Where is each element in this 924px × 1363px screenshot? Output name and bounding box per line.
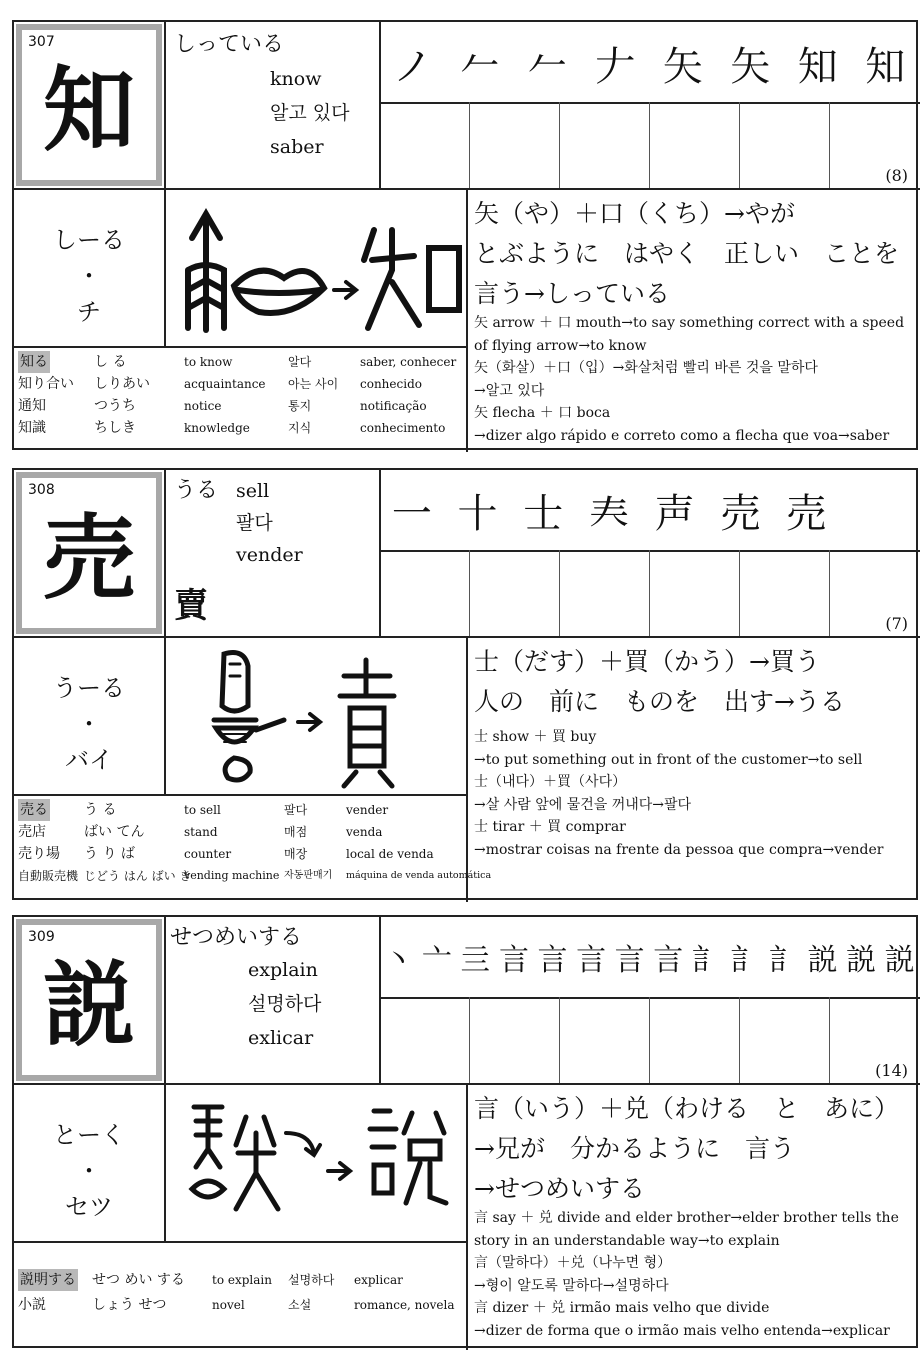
vocab-row: 売り場 う り ば counter 매장 local de venda bbox=[18, 846, 434, 862]
explanation-jp: 矢（や）＋口（くち）→やが とぶように はやく 正しい ことを 言う→しっている bbox=[474, 199, 900, 308]
kanji-box bbox=[16, 919, 162, 1081]
stroke-step: 知 bbox=[865, 44, 906, 90]
meaning-ko: 설명하다 bbox=[248, 993, 322, 1015]
explanation-multilingual: 言 say ＋ 兑 divide and elder brother→elder brother tells the story in an understandable way→to explain 言（말하다）＋兑（나누면 형） →형이 알도록 말하다→설명하다 言 dizer ＋ 兑 irmão mais velho que divide →dizer de forma que o irmão mais velho entenda→explicar bbox=[474, 1210, 899, 1339]
stroke-step: 説 bbox=[807, 943, 838, 978]
vocab-list bbox=[16, 1269, 462, 1319]
stroke-order bbox=[379, 484, 839, 544]
stroke-order bbox=[379, 37, 919, 97]
meaning-pt: saber bbox=[270, 136, 324, 158]
stroke-step: 亠 bbox=[421, 943, 452, 978]
vocab-row: 知識 ちしき knowledge 지식 conhecimento bbox=[18, 420, 446, 436]
stroke-step: 𠂉 bbox=[527, 44, 568, 90]
meaning-pt: vender bbox=[236, 544, 303, 566]
kanji-card-308 bbox=[12, 468, 918, 900]
vocab-row: 知り合い しりあい acquaintance 아는 사이 conhecido bbox=[18, 376, 422, 392]
kanji-box bbox=[16, 472, 162, 634]
stroke-step: 𡗗 bbox=[588, 491, 629, 537]
kanji-character: 説 bbox=[42, 951, 135, 1059]
reading-kun: とーく bbox=[53, 1121, 125, 1149]
kanji-character: 知 bbox=[42, 56, 135, 164]
stroke-step: 𠂇 bbox=[595, 44, 636, 90]
meaning-pt: exlicar bbox=[248, 1027, 314, 1049]
vocab-list bbox=[16, 799, 492, 887]
explanation-jp: 言（いう）＋兑（わける と あに） →兄が 分かるように 言う →せつめいする bbox=[474, 1094, 900, 1203]
meaning-en: know bbox=[270, 68, 322, 90]
kanji-number: 309 bbox=[28, 929, 55, 945]
etymology-illustration bbox=[174, 200, 464, 340]
vocab-row: 通知 つうち notice 통지 notificação bbox=[18, 398, 427, 414]
vocab-list bbox=[16, 351, 462, 439]
vocab-row: 売店 ばい てん stand 매점 venda bbox=[18, 824, 383, 840]
reading-kun: うーる bbox=[53, 674, 125, 702]
kanji-number: 307 bbox=[28, 34, 55, 50]
stroke-step: ノ bbox=[392, 44, 433, 90]
vocab-row: 知る し る to know 알다 saber, conhecer bbox=[16, 351, 462, 373]
stroke-count: (7) bbox=[885, 614, 908, 633]
stroke-count: (8) bbox=[885, 166, 908, 185]
stroke-step: 𠂉 bbox=[460, 44, 501, 90]
kanji-card-309 bbox=[12, 915, 918, 1348]
meaning-en: sell bbox=[236, 480, 270, 502]
stroke-step: 訁 bbox=[730, 943, 761, 978]
stroke-step: 十 bbox=[457, 491, 498, 537]
reading-dot: ・ bbox=[77, 1157, 101, 1185]
stroke-step: 言 bbox=[537, 943, 568, 978]
reading-on: バイ bbox=[65, 746, 113, 774]
reading-on: チ bbox=[77, 298, 101, 326]
explanation-multilingual: 士 show ＋ 買 buy →to put something out in front of the customer→to sell 士（내다）＋買（사다） →살 사람 앞에 물건을 꺼내다→팔다 士 tirar ＋ 買 comprar →mostrar coisas na frente da pessoa que compra→vender bbox=[474, 729, 884, 858]
reading-dot: ・ bbox=[77, 710, 101, 738]
stroke-step: 売 bbox=[786, 491, 827, 537]
kanji-card-307 bbox=[12, 20, 918, 450]
stroke-step: 訁 bbox=[691, 943, 722, 978]
stroke-step: 言 bbox=[498, 943, 529, 978]
stroke-step: 訁 bbox=[768, 943, 799, 978]
vocab-row: 小説 しょう せつ novel 소설 romance, novela bbox=[18, 1297, 455, 1313]
stroke-step: 丶 bbox=[383, 943, 414, 978]
meaning-ko: 팔다 bbox=[236, 512, 273, 534]
reading-dot: ・ bbox=[77, 262, 101, 290]
kun-meaning: しっている bbox=[174, 32, 285, 57]
stroke-order bbox=[379, 931, 919, 991]
stroke-step: 説 bbox=[884, 943, 915, 978]
meaning-en: explain bbox=[248, 959, 318, 981]
stroke-step: 士 bbox=[523, 491, 564, 537]
meaning-ko: 알고 있다 bbox=[270, 102, 350, 124]
kanji-box bbox=[16, 24, 162, 186]
stroke-step: 言 bbox=[576, 943, 607, 978]
stroke-step: 説 bbox=[846, 943, 877, 978]
stroke-step: 言 bbox=[653, 943, 684, 978]
old-form-kanji: 賣 bbox=[174, 586, 208, 626]
stroke-step: 矢 bbox=[730, 44, 771, 90]
stroke-step: 売 bbox=[720, 491, 761, 537]
explanation-multilingual: 矢 arrow ＋ 口 mouth→to say something correct with a speed of flying arrow→to know 矢（화살）＋口（입）→화살처럼 빨리 바른 것을 말하다 →알고 있다 矢 flecha ＋ 口 boca →dizer algo rápido e correto como a flecha que voa→saber bbox=[474, 315, 905, 444]
kanji-character: 売 bbox=[42, 504, 135, 612]
stroke-step: 一 bbox=[391, 491, 432, 537]
etymology-illustration bbox=[174, 1093, 464, 1238]
reading-on: セツ bbox=[65, 1193, 113, 1221]
etymology-illustration bbox=[194, 646, 464, 791]
stroke-step: 知 bbox=[797, 44, 838, 90]
kanji-number: 308 bbox=[28, 482, 55, 498]
explanation-jp: 士（だす）＋買（かう）→買う 人の 前に ものを 出す→うる bbox=[474, 647, 845, 716]
vocab-row: 自動販売機 じどう はん ばい き vending machine 자동판매기 máquina de venda automática bbox=[18, 869, 492, 883]
vocab-row: 説明する せつ めい する to explain 설명하다 explicar bbox=[16, 1269, 462, 1294]
stroke-count: (14) bbox=[875, 1061, 908, 1080]
vocab-row: 売る う る to sell 팔다 vender bbox=[16, 799, 462, 821]
stroke-step: 矢 bbox=[662, 44, 703, 90]
kun-meaning: うる bbox=[174, 478, 219, 503]
stroke-step: 亖 bbox=[460, 943, 491, 978]
kun-meaning: せつめいする bbox=[170, 925, 303, 950]
reading-kun: しーる bbox=[53, 226, 125, 254]
stroke-step: 言 bbox=[614, 943, 645, 978]
stroke-step: 声 bbox=[654, 491, 695, 537]
